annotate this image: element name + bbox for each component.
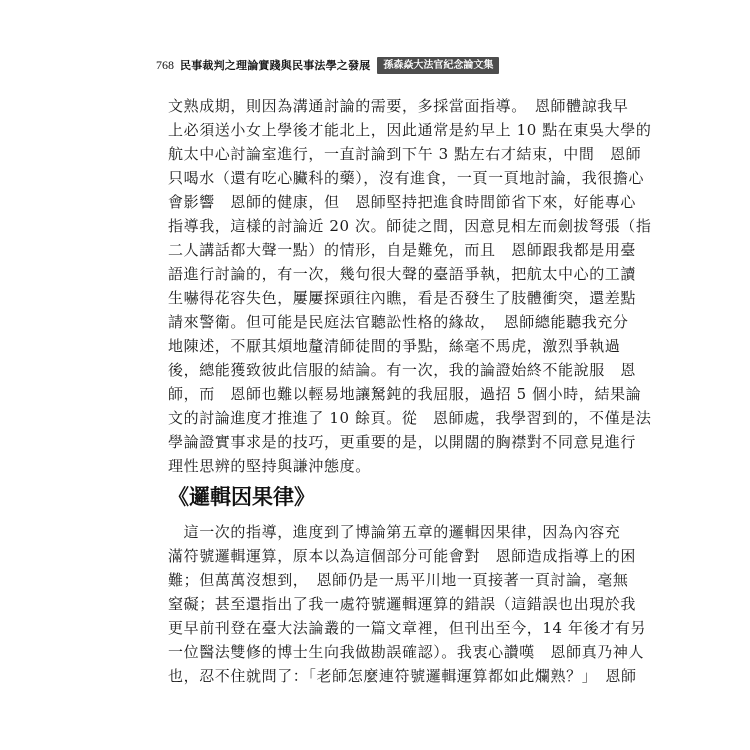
text-line: 生嚇得花容失色，屢屢探頭往內瞧，看是否發生了肢體衝突，還差點 xyxy=(168,289,637,307)
page-number: 768 xyxy=(156,57,174,72)
text-line: 語進行討論的，有一次，幾句很大聲的臺語爭執，把航太中心的工讀 xyxy=(168,265,637,283)
text-line: 上必須送小女上學後才能北上，因此通常是約早上 10 點在東吳大學的 xyxy=(168,121,652,139)
text-line: 會影響 恩師的健康，但 恩師堅持把進食時間節省下來，好能專心 xyxy=(168,193,637,211)
text-line: 地陳述，不厭其煩地釐清師徒間的爭點，絲毫不馬虎，激烈爭執過 xyxy=(168,337,621,355)
text-line: 難；但萬萬沒想到， 恩師仍是一馬平川地一頁接著一頁討論，毫無 xyxy=(168,571,629,589)
text-line: 指導我，這樣的討論近 20 次。師徒之間，因意見相左而劍拔弩張（指 xyxy=(168,217,652,235)
running-title: 民事裁判之理論實踐與民事法學之發展 xyxy=(180,59,371,72)
text-line: 也，忍不住就問了：「老師怎麼連符號邏輯運算都如此爛熟？」 恩師 xyxy=(168,667,637,685)
text-line: 請來警衛。但可能是民庭法官聽訟性格的緣故， 恩師總能聽我充分 xyxy=(168,313,629,331)
text-line: 只喝水（還有吃心臟科的藥），沒有進食，一頁一頁地討論，我很擔心 xyxy=(168,169,645,187)
text-line: 學論證實事求是的技巧，更重要的是，以開闊的胸襟對不同意見進行 xyxy=(168,433,637,451)
text-line: 滿符號邏輯運算，原本以為這個部分可能會對 恩師造成指導上的困 xyxy=(168,547,637,565)
text-line: 一位醫法雙修的博士生向我做勘誤確認）。我衷心讚嘆 恩師真乃神人 xyxy=(168,643,645,661)
paragraph-2 xyxy=(168,520,647,688)
text-line: 後，總能獲致彼此信服的結論。有一次，我的論證始終不能說服 恩 xyxy=(168,361,637,379)
series-badge: 孫森焱大法官紀念論文集 xyxy=(377,57,499,74)
text-line: 文熟成期，則因為溝通討論的需要，多採當面指導。 恩師體諒我早 xyxy=(168,97,629,115)
text-line: 更早前刊登在臺大法論叢的一篇文章裡，但刊出至今，14 年後才有另 xyxy=(168,619,647,637)
text-line: 窒礙；甚至還指出了我一處符號邏輯運算的錯誤（這錯誤也出現於我 xyxy=(168,595,637,613)
text-line: 文的討論進度才推進了 10 餘頁。從 恩師處，我學習到的，不僅是法 xyxy=(168,409,652,427)
text-line: 航太中心討論室進行，一直討論到下午 3 點左右才結束，中間 恩師 xyxy=(168,145,642,163)
text-line: 師，而 恩師也難以輕易地讓駑鈍的我屈服，過招 5 個小時，結果論 xyxy=(168,385,642,403)
text-line: 理性思辨的堅持與謙沖態度。 xyxy=(168,457,371,475)
running-header xyxy=(156,56,499,74)
section-title: 《邏輯因果律》 xyxy=(168,485,315,509)
text-line: 二人講話都大聲一點）的情形，自是難免，而且 恩師跟我都是用臺 xyxy=(168,241,637,259)
paragraph-1 xyxy=(168,94,652,478)
text-line: 這一次的指導，進度到了博論第五章的邏輯因果律，因為內容充 xyxy=(168,523,621,541)
